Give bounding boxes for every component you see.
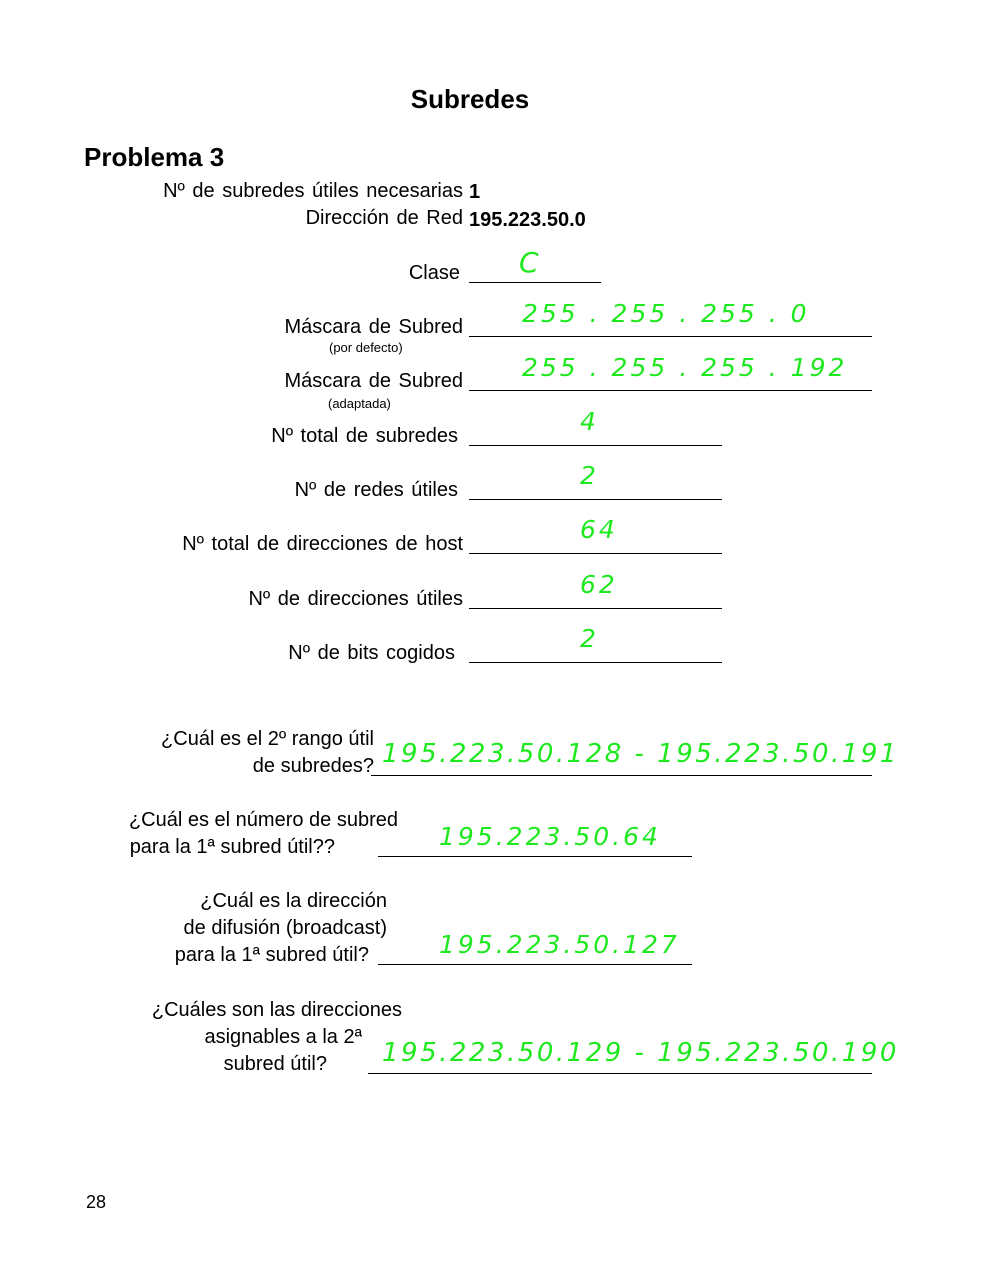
question-1-line-2: de subredes? [252, 755, 374, 777]
question-1 [161, 726, 374, 780]
useful-networks-label: Nº de redes útiles [294, 479, 458, 501]
subnets-needed-value: 1 [469, 181, 481, 203]
question-2 [129, 807, 398, 861]
subnets-needed-label: Nº de subredes útiles necesarias [163, 180, 463, 202]
clase-label: Clase [408, 262, 460, 284]
question-4 [152, 997, 402, 1078]
bits-borrowed-answer: 2 [580, 624, 599, 653]
page-title: Subredes [410, 84, 530, 114]
adapted-mask-answer: 255 . 255 . 255 . 192 [522, 353, 848, 382]
question-4-answer-line [368, 1073, 872, 1074]
question-3-answer-line [378, 964, 692, 965]
default-mask-label: Máscara de Subred [284, 316, 463, 338]
question-2-answer: 195.223.50.64 [439, 822, 661, 851]
network-address-label: Dirección de Red [305, 207, 463, 229]
total-hosts-answer: 64 [580, 515, 618, 544]
total-hosts-answer-line [469, 553, 722, 554]
default-mask-answer-line [469, 336, 872, 337]
question-3-line-1: ¿Cuál es la dirección [200, 890, 387, 912]
useful-networks-answer-line [469, 499, 722, 500]
useful-networks-answer: 2 [580, 461, 599, 490]
problem-title: Problema 3 [84, 142, 225, 172]
question-2-answer-line [378, 856, 692, 857]
question-2-line-1: ¿Cuál es el número de subred [128, 809, 398, 831]
bits-borrowed-label: Nº de bits cogidos [288, 642, 455, 664]
default-mask-note: (por defecto) [329, 340, 403, 355]
total-subnets-answer: 4 [580, 407, 599, 436]
question-3 [175, 888, 387, 969]
clase-answer: C [519, 246, 542, 279]
useful-addresses-answer-line [469, 608, 722, 609]
useful-addresses-label: Nº de direcciones útiles [248, 588, 463, 610]
page-number: 28 [86, 1192, 107, 1212]
default-mask-answer: 255 . 255 . 255 . 0 [522, 299, 810, 328]
useful-addresses-answer: 62 [580, 570, 618, 599]
network-address-value: 195.223.50.0 [469, 209, 586, 231]
total-subnets-label: Nº total de subredes [271, 425, 458, 447]
question-1-line-1: ¿Cuál es el 2º rango útil [161, 728, 374, 750]
question-4-answer: 195.223.50.129 - 195.223.50.190 [382, 1038, 899, 1068]
clase-answer-line [469, 282, 601, 283]
adapted-mask-answer-line [469, 390, 872, 391]
question-3-answer: 195.223.50.127 [439, 930, 680, 959]
question-3-line-2: de difusión (broadcast) [183, 917, 387, 939]
question-1-answer-line [371, 775, 872, 776]
total-hosts-label: Nº total de direcciones de host [182, 533, 463, 555]
question-4-line-3: subred útil? [223, 1053, 327, 1075]
total-subnets-answer-line [469, 445, 722, 446]
question-1-answer: 195.223.50.128 - 195.223.50.191 [382, 739, 899, 769]
question-2-line-2: para la 1ª subred útil?? [129, 836, 335, 858]
question-4-line-2: asignables a la 2ª [204, 1026, 362, 1048]
adapted-mask-label: Máscara de Subred [284, 370, 463, 392]
question-4-line-1: ¿Cuáles son las direcciones [151, 999, 402, 1021]
adapted-mask-note: (adaptada) [328, 396, 391, 411]
question-3-line-3: para la 1ª subred útil? [174, 944, 369, 966]
bits-borrowed-answer-line [469, 662, 722, 663]
